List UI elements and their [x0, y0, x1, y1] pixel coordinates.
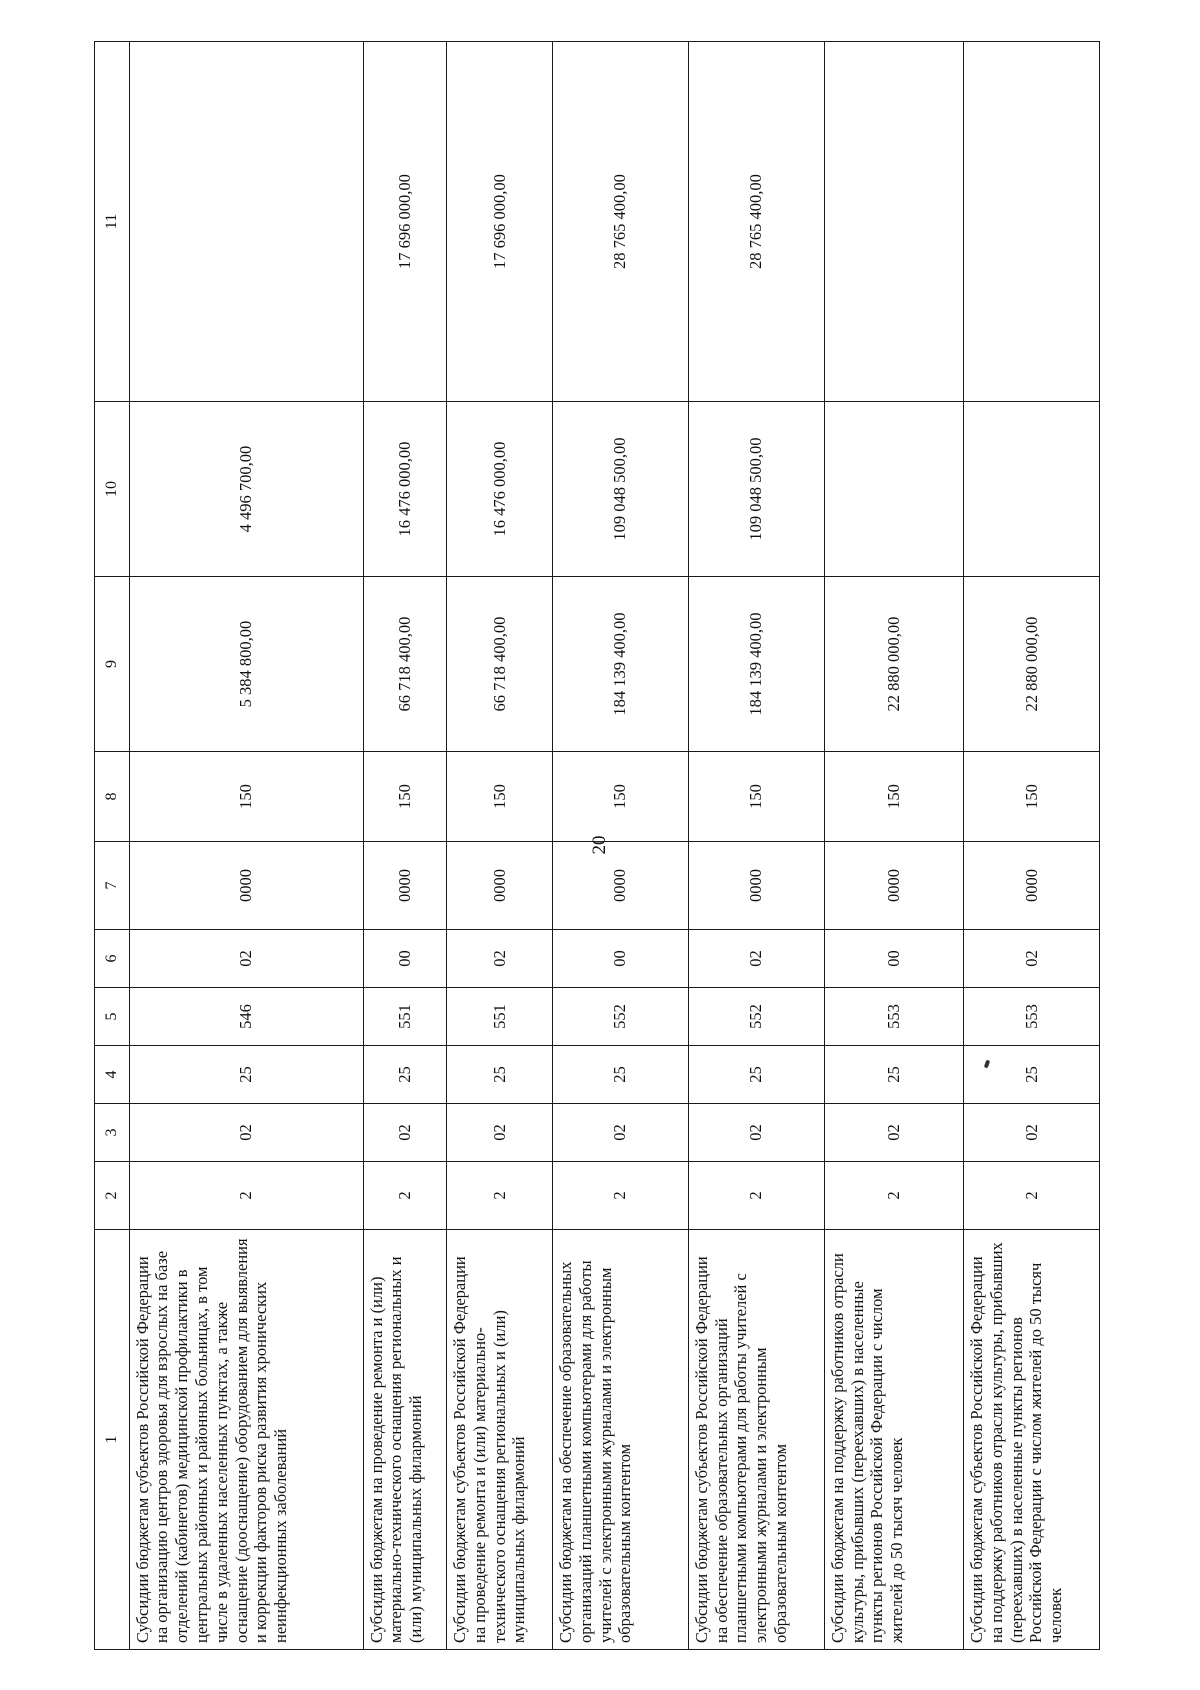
- column-header: 3: [95, 1104, 130, 1162]
- table-row: [964, 42, 1100, 1650]
- table-row: [129, 42, 363, 1650]
- code-cell: 2: [363, 1162, 447, 1230]
- code-cell: 0000: [552, 842, 688, 930]
- column-header: 11: [95, 42, 130, 402]
- code-cell: 2: [447, 1162, 553, 1230]
- code-cell: 0000: [129, 842, 363, 930]
- code-cell: 0000: [688, 842, 824, 930]
- column-header: 4: [95, 1046, 130, 1104]
- table-row: [447, 42, 553, 1650]
- code-cell: 02: [552, 1104, 688, 1162]
- amount-cell: 22 880 000,00: [964, 577, 1100, 752]
- code-cell: 25: [824, 1046, 963, 1104]
- code-cell: 02: [824, 1104, 963, 1162]
- code-cell: 150: [552, 752, 688, 842]
- description-cell: Субсидии бюджетам субъектов Российской Федерации на организацию центров здоровья для взрослых на базе отделений (кабинетов) медицинской профилактики в центральных районных и районных больницах, в том числе в удаленных населенных пунктах, а также оснащение (дооснащение) оборудованием для выявления и коррекции факторов риска развития хронических неинфекционных заболеваний: [129, 1230, 363, 1650]
- code-cell: 0000: [824, 842, 963, 930]
- budget-table-frame: [94, 42, 1100, 1650]
- code-cell: 553: [964, 988, 1100, 1046]
- amount-cell: 184 139 400,00: [552, 577, 688, 752]
- amount-cell: 17 696 000,00: [363, 42, 447, 402]
- code-cell: 02: [964, 1104, 1100, 1162]
- code-cell: 551: [447, 988, 553, 1046]
- amount-cell: [964, 402, 1100, 577]
- amount-cell: 4 496 700,00: [129, 402, 363, 577]
- code-cell: 25: [447, 1046, 553, 1104]
- code-cell: 553: [824, 988, 963, 1046]
- code-cell: 2: [824, 1162, 963, 1230]
- amount-cell: 22 880 000,00: [824, 577, 963, 752]
- amount-cell: 66 718 400,00: [447, 577, 553, 752]
- code-cell: 25: [552, 1046, 688, 1104]
- description-cell: Субсидии бюджетам субъектов Российской Федерации на проведение ремонта и (или) материально-технического оснащения региональных и (или) муниципальных филармоний: [447, 1230, 553, 1650]
- code-cell: 0000: [363, 842, 447, 930]
- code-cell: 02: [129, 1104, 363, 1162]
- code-cell: 02: [363, 1104, 447, 1162]
- amount-cell: [824, 42, 963, 402]
- column-header: 7: [95, 842, 130, 930]
- code-cell: 150: [363, 752, 447, 842]
- code-cell: 02: [688, 1104, 824, 1162]
- budget-table: [94, 41, 1100, 1650]
- code-cell: 0000: [964, 842, 1100, 930]
- description-cell: Субсидии бюджетам на поддержку работников отрасли культуры, прибывших (переехавших) в населенные пункты регионов Российской Федерации с числом жителей до 50 тысяч человек: [824, 1230, 963, 1650]
- table-row: [824, 42, 963, 1650]
- amount-cell: 109 048 500,00: [552, 402, 688, 577]
- amount-cell: 184 139 400,00: [688, 577, 824, 752]
- code-cell: 00: [552, 930, 688, 988]
- code-cell: 02: [964, 930, 1100, 988]
- code-cell: 2: [129, 1162, 363, 1230]
- amount-cell: 17 696 000,00: [447, 42, 553, 402]
- code-cell: 551: [363, 988, 447, 1046]
- code-cell: 02: [688, 930, 824, 988]
- code-cell: 02: [129, 930, 363, 988]
- code-cell: 552: [552, 988, 688, 1046]
- column-header: 1: [95, 1230, 130, 1650]
- code-cell: 546: [129, 988, 363, 1046]
- code-cell: 25: [964, 1046, 1100, 1104]
- description-cell: Субсидии бюджетам субъектов Российской Федерации на поддержку работников отрасли культуры, прибывших (переехавших) в населенные пункты регионов Российской Федерации с числом жителей до 50 тысяч человек: [964, 1230, 1100, 1650]
- code-cell: 25: [129, 1046, 363, 1104]
- code-cell: 150: [824, 752, 963, 842]
- amount-cell: 16 476 000,00: [363, 402, 447, 577]
- amount-cell: [964, 42, 1100, 402]
- code-cell: 25: [363, 1046, 447, 1104]
- code-cell: 2: [688, 1162, 824, 1230]
- table-row: [688, 42, 824, 1650]
- table-body: [95, 42, 1100, 1650]
- table-row: [363, 42, 447, 1650]
- amount-cell: 16 476 000,00: [447, 402, 553, 577]
- column-header: 5: [95, 988, 130, 1046]
- code-cell: 2: [964, 1162, 1100, 1230]
- code-cell: 150: [688, 752, 824, 842]
- description-cell: Субсидии бюджетам субъектов Российской Федерации на обеспечение образовательных организаций планшетными компьютерами для работы учителей с электронными журналами и электронным образовательным контентом: [688, 1230, 824, 1650]
- amount-cell: 28 765 400,00: [688, 42, 824, 402]
- code-cell: 02: [447, 930, 553, 988]
- amount-cell: 66 718 400,00: [363, 577, 447, 752]
- amount-cell: [129, 42, 363, 402]
- description-cell: Субсидии бюджетам на проведение ремонта и (или) материально-технического оснащения региональных и (или) муниципальных филармоний: [363, 1230, 447, 1650]
- amount-cell: 109 048 500,00: [688, 402, 824, 577]
- column-header: 9: [95, 577, 130, 752]
- amount-cell: 5 384 800,00: [129, 577, 363, 752]
- code-cell: 25: [688, 1046, 824, 1104]
- code-cell: 0000: [447, 842, 553, 930]
- table-row: [552, 42, 688, 1650]
- page-number: 20: [589, 835, 610, 855]
- table-header-row: [95, 42, 130, 1650]
- code-cell: 552: [688, 988, 824, 1046]
- column-header: 6: [95, 930, 130, 988]
- column-header: 2: [95, 1162, 130, 1230]
- amount-cell: 28 765 400,00: [552, 42, 688, 402]
- code-cell: 150: [447, 752, 553, 842]
- description-cell: Субсидии бюджетам на обеспечение образовательных организаций планшетными компьютерами для работы учителей с электронными журналами и электронным образовательным контентом: [552, 1230, 688, 1650]
- code-cell: 00: [363, 930, 447, 988]
- code-cell: 2: [552, 1162, 688, 1230]
- column-header: 8: [95, 752, 130, 842]
- code-cell: 150: [129, 752, 363, 842]
- code-cell: 02: [447, 1104, 553, 1162]
- column-header: 10: [95, 402, 130, 577]
- code-cell: 00: [824, 930, 963, 988]
- code-cell: 150: [964, 752, 1100, 842]
- amount-cell: [824, 402, 963, 577]
